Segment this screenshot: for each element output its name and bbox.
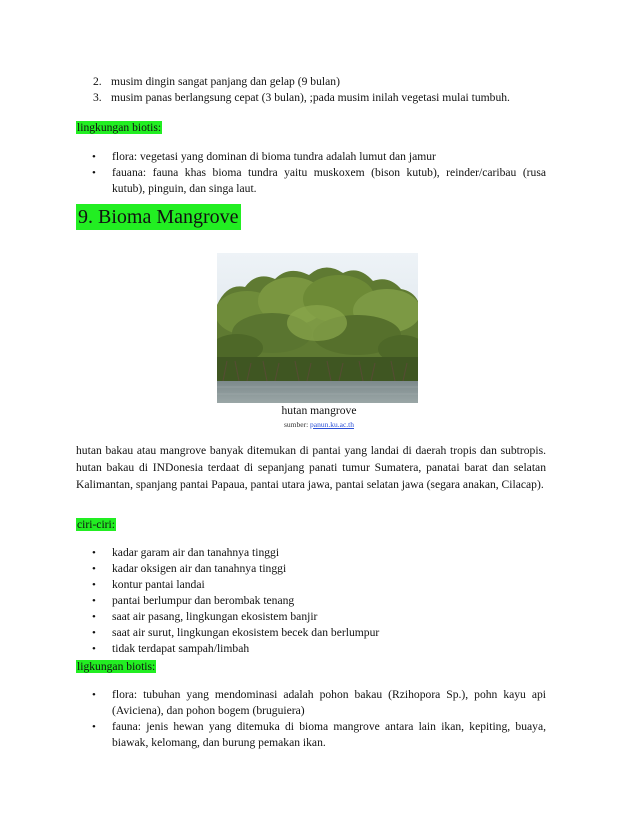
image-caption: hutan mangrove <box>281 404 357 417</box>
list-item: • kontur pantai landai <box>76 577 546 593</box>
list-item <box>93 90 563 106</box>
mangrove-forest-image <box>217 253 418 403</box>
image-source <box>0 420 638 429</box>
source-prefix: sumber: <box>284 420 309 429</box>
mangrove-paragraph: hutan bakau atau mangrove banyak ditemukan di pantai yang landai di daerah tropis dan subtropis. hutan bakau di INDonesia terdaat di sepanjang panati tumur Sumatera, panatai barat dan selatan Kalimantan, spanjang pantai Papaua, pantai utara jawa, pantai selatan jawa (segara anakan, Cilacap). <box>76 444 546 491</box>
list-item: • pantai berlumpur dan berombak tenang <box>76 593 546 609</box>
list-item: • fauana: fauna khas bioma tundra yaitu muskoxem (bison kutub), reinder/caribau (rusa kutub), pinguin, dan singa laut. <box>76 165 546 197</box>
list-item: • kadar oksigen air dan tanahnya tinggi <box>76 561 546 577</box>
highlighted-text: lingkungan biotis: <box>77 121 162 134</box>
list-item: • kadar garam air dan tanahnya tinggi <box>76 545 546 561</box>
mangrove-biotic-list <box>76 687 546 751</box>
list-item: • flora: tubuhan yang mendominasi adalah pohon bakau (Rzihopora Sp.), pohn kayu api (Aviciena), dan pohon bogem (bruguiera) <box>76 687 546 719</box>
ordered-list <box>93 74 563 106</box>
list-text: musim panas berlangsung cepat (3 bulan), ;pada musim inilah vegetasi mulai tumbuh. <box>111 91 510 104</box>
tundra-biotic-label <box>76 120 162 135</box>
ciri-list <box>76 545 546 657</box>
list-text: musim dingin sangat panjang dan gelap (9 bulan) <box>111 75 340 88</box>
tundra-biotic-list <box>76 149 546 197</box>
mangrove-biotic-label <box>76 659 156 674</box>
list-number: 3. <box>93 91 102 104</box>
list-item <box>93 74 563 90</box>
list-item: • tidak terdapat sampah/limbah <box>76 641 546 657</box>
list-item: • saat air pasang, lingkungan ekosistem banjir <box>76 609 546 625</box>
list-item: • flora: vegetasi yang dominan di bioma tundra adalah lumut dan jamur <box>76 149 546 165</box>
mangrove-photo <box>217 253 418 403</box>
ciri-label <box>76 517 116 532</box>
section-heading: 9. Bioma Mangrove <box>78 206 239 228</box>
source-link[interactable]: panun.ku.ac.th <box>310 420 354 429</box>
list-item: • fauna: jenis hewan yang ditemuka di bioma mangrove antara lain ikan, kepiting, buaya, biawak, kelomang, dan burung pemakan ikan. <box>76 719 546 751</box>
list-number: 2. <box>93 75 102 88</box>
list-item: • saat air surut, lingkungan ekosistem becek dan berlumpur <box>76 625 546 641</box>
highlighted-text: ligkungan biotis: <box>77 660 156 673</box>
highlighted-text: ciri-ciri: <box>77 518 115 531</box>
